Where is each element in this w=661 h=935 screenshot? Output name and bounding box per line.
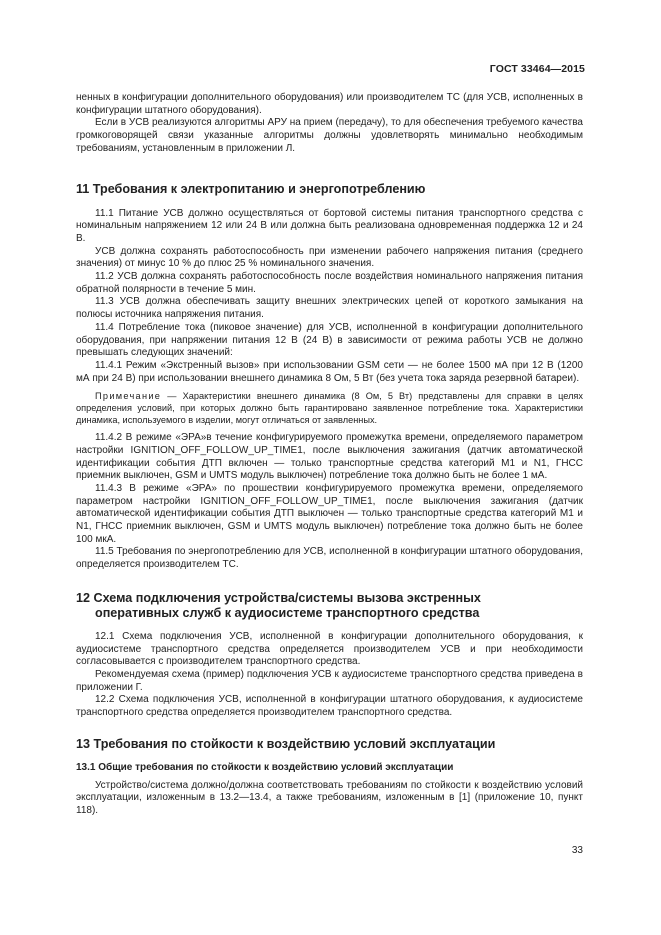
section-11-4-3-paragraph: 11.4.3 В режиме «ЭРА» по прошествии конфигурируемого промежутка времени, определяемого параметром настройки IGNITION_OFF_FOLLOW_UP_TIME1, после выключения зажигания (датчик автоматической идентификации события ДТП выключен — только транспортные средства категорий M1 и N1, ГНСС приемник выключен, GSM и UMTS модуль выключен) потребление тока должно быть не более 100 мкА. xyxy=(76,482,583,545)
page-content xyxy=(76,92,583,818)
note-label: Примечание xyxy=(95,391,162,402)
section-11-4-2-paragraph: 11.4.2 В режиме «ЭРА»в течение конфигурируемого промежутка времени, определяемого параметром настройки IGNITION_OFF_FOLLOW_UP_TIME1, после выключения зажигания (датчик автоматической идентификации события ДТП включен — только транспортные средства категорий M1 и N1, ГНСС приемник выключен, GSM и UMTS модуль выключен) потребление тока должно быть не более 1 мА. xyxy=(76,432,583,482)
section-12-1-paragraph: 12.1 Схема подключения УСВ, исполненной в конфигурации дополнительного оборудования, к аудиосистеме транспортного средства определяется производителем УСВ и при необходимости согласовывается с производителем транспортного средства. xyxy=(76,630,583,668)
section-11-1-paragraph: 11.1 Питание УСВ должно осуществляться от бортовой системы питания транспортного средства с номинальным напряжением 12 или 24 В или должна быть реализована одновременная поддержка 12 и 24 В. xyxy=(76,207,583,244)
page-number: 33 xyxy=(571,845,583,856)
section-11-3-paragraph: 11.3 УСВ должна обеспечивать защиту внешних электрических цепей от короткого замыкания на полюсы источника напряжения питания. xyxy=(76,296,583,321)
intro-paragraph-2: Если в УСВ реализуются алгоритмы АРУ на прием (передачу), то для обеспечения требуемого качества громкоговорящей связи указанные алгоритмы должны удовлетворять минимально необходимым требованиям, установленным в приложении Л. xyxy=(76,117,583,154)
section-12-2-paragraph: 12.2 Схема подключения УСВ, исполненной в конфигурации штатного оборудования, к аудиосистеме транспортного средства определяется производителем транспортного средства. xyxy=(76,694,583,719)
standard-header: ГОСТ 33464—2015 xyxy=(489,63,585,75)
intro-paragraph-1: ненных в конфигурации дополнительного оборудования) или производителем ТС (для УСВ, исполненных в конфигурации штатного оборудования). xyxy=(76,92,583,116)
section-13-1-title: 13.1 Общие требования по стойкости к воздействию условий эксплуатации xyxy=(76,761,454,773)
section-11-2-paragraph: 11.2 УСВ должна сохранять работоспособность после воздействия номинального напряжения питания обратной полярности в течение 5 мин. xyxy=(76,271,583,295)
note-text: — Характеристики внешнего динамика (8 Ом, 5 Вт) представлены для справки в целях определения условий, при которых должно быть гарантировано заявленное потребление тока. Характеристики динамика, используемого в изделии, могут отличаться от заявленных. xyxy=(76,391,583,425)
section-11-title: 11 Требования к электропитанию и энергопотреблению xyxy=(76,181,426,196)
section-11-4-paragraph: 11.4 Потребление тока (пиковое значение) для УСВ, исполненной в конфигурации дополнительного оборудования, при напряжении питания 12 В (24 В) в зависимости от режима работы УСВ не должно превышать следующих значений: xyxy=(76,321,583,359)
section-11-4-1-paragraph: 11.4.1 Режим «Экстренный вызов» при использовании GSM сети — не более 1500 мА при 12 В (1200 мА при 24 В) при использовании внешнего динамика 8 Ом, 5 Вт (без учета тока заряда резервной батареи). xyxy=(76,359,583,384)
section-12-title-line-2: оперативных служб к аудиосистеме транспортного средства xyxy=(95,605,480,620)
section-12-1-recommended-paragraph: Рекомендуемая схема (пример) подключения УСВ к аудиосистеме транспортного средства приведена в приложении Г. xyxy=(76,668,583,693)
section-12-title-line-1: 12 Схема подключения устройства/системы вызова экстренных xyxy=(76,590,481,605)
section-11-1-voltage-paragraph: УСВ должна сохранять работоспособность при изменении рабочего напряжения питания (среднего значения) от минус 10 % до плюс 25 % номинального значения. xyxy=(76,245,583,270)
section-12-title xyxy=(76,591,583,621)
note-paragraph xyxy=(76,391,583,426)
section-11-5-paragraph: 11.5 Требования по энергопотреблению для УСВ, исполненной в конфигурации штатного оборудования, определяется производителем ТС. xyxy=(76,546,583,571)
section-13-title: 13 Требования по стойкости к воздействию условий эксплуатации xyxy=(76,736,496,751)
section-13-1-paragraph: Устройство/система должно/должна соответствовать требованиям по стойкости к воздействию условий эксплуатации, изложенным в 13.2—13.4, а также требованиям, изложенным в [1] (приложение 10, пункт 118). xyxy=(76,779,583,816)
